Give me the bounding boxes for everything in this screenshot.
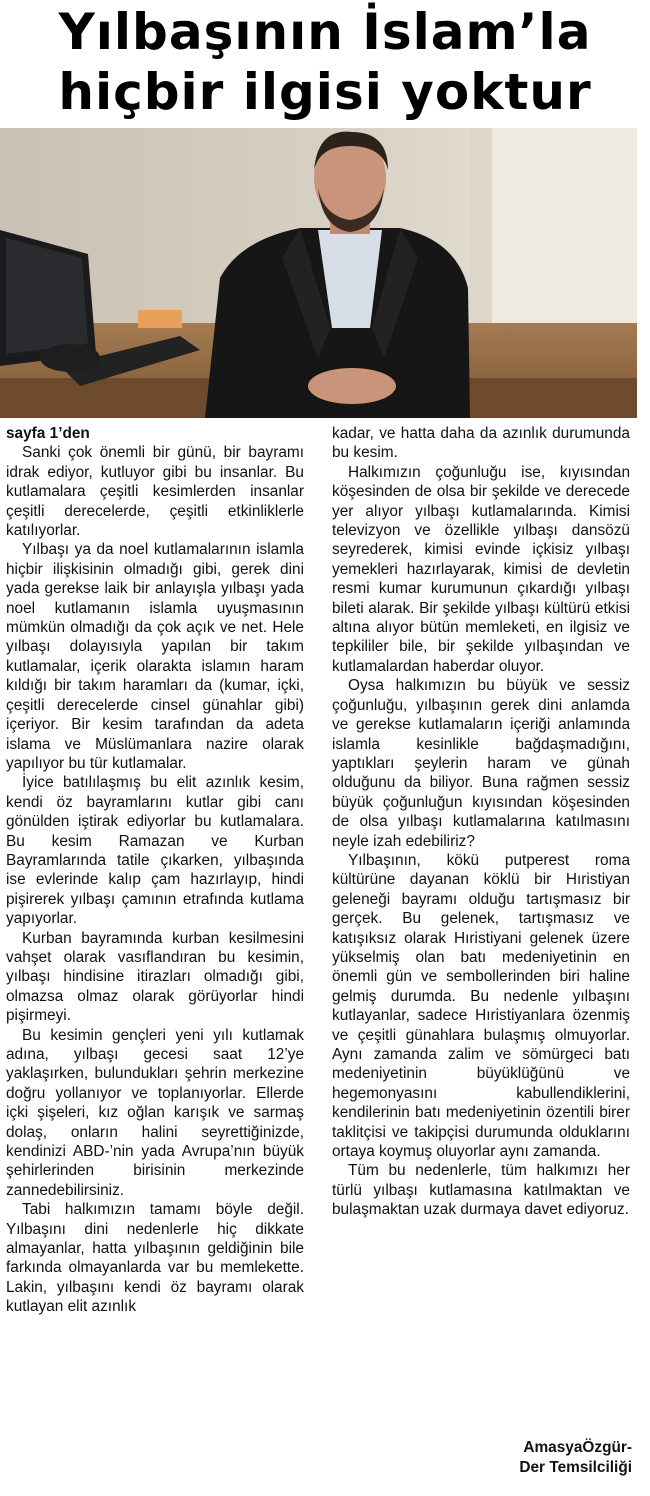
headline-line-2: hiçbir ilgisi yoktur (58, 63, 592, 121)
article-column-left (6, 424, 304, 1317)
portrait-illustration (0, 128, 637, 418)
signature (372, 1438, 632, 1478)
paragraph: Kurban bayramında kurban kesilmesini vahşet olarak vasıflandıran bu kesimin, yılbaşı hindisine itirazları olmadığı gibi, olmazsa olmaz olarak görüyorlar hindi pişirmeyi. (6, 929, 304, 1025)
article-column-right (332, 424, 630, 1220)
paragraph: İyice batılılaşmış bu elit azınlık kesim, kendi öz bayramlarını kutlar gibi canı gönülden iştirak ediyorlar bu kutlamalara. Bu kesim Ramazan ve Kurban Bayramlarında tatile çıkarken, yılbaşında ise evlerinde kalıp çam hazırlayıp, hindi pişirerek yılbaşı çamının etrafında kutlama yapıyorlar. (6, 774, 304, 928)
article-photo (0, 128, 637, 418)
paragraph: kadar, ve hatta daha da azınlık durumunda bu kesim. (332, 425, 630, 462)
paragraph: Tüm bu nedenlerle, tüm halkımızı her türlü yılbaşı kutlamasına katılmaktan ve bulaşmaktan uzak durmaya davet ediyoruz. (332, 1162, 630, 1219)
paragraph: Halkımızın çoğunluğu ise, kıyısından köşesinden de olsa bir şekilde ve derecede yer alıyor yılbaşı kutlamalarında. Kimisi televizyon ve özellikle yılbaşı dansözü seyrederek, kimisi evinde içkisiz yılbaşı yemekleri hazırlayarak, kimisi de devletin resmi kumar kurumunun çıkardığı yılbaşı bileti alarak. Bir şekilde yılbaşı kültürü etkisi altına alıyor bütün memleketi, en ilgisiz ve tepkililer bile, bir şekilde yılbaşından ve kutlamalardan haberdar oluyor. (332, 463, 630, 675)
paragraph: Sanki çok önemli bir günü, bir bayramı idrak ediyor, kutluyor gibi bu insanlar. Bu kutlamalara çeşitli kesimlerden insanlar çeşitli derecelerde, çeşitli etkinliklerle katılıyorlar. (6, 444, 304, 540)
paragraph: Oysa halkımızın bu büyük ve sessiz çoğunluğu, yılbaşının gerek dini anlamda ve gerekse kutlamaların içeriği anlamında islamla kesinlikle bağdaşmadığını, yaptıkları şeylerin haram ve günah olduğunu da biliyor. Buna rağmen sessiz büyük çoğunluğun kıyısından köşesinden de olsa yılbaşı kutlamalarına katılmasını neyle izah edebiliriz? (332, 677, 630, 850)
headline-line-1: Yılbaşının İslam’la (58, 3, 592, 61)
paragraph: Tabi halkımızın tamamı böyle değil. Yılbaşını dini nedenlerle hiç dikkate almayanlar, hatta yılbaşının geldiğinin bile farkında olmayanlarda var bu memlekette. Lakin, yılbaşını kendi öz bayramı olarak kutlayan elit azınlık (6, 1201, 304, 1316)
signature-line-1: AmasyaÖzgür- (523, 1439, 632, 1456)
signature-line-2: Der Temsilciliği (519, 1459, 632, 1476)
paragraph: Bu kesimin gençleri yeni yılı kutlamak adına, yılbaşı gecesi saat 12’ye yaklaşırken, bulundukları şehrin merkezine doğru yollanıyor ve toplanıyorlar. Ellerde içki şişeleri, kız oğlan karışık ve sarmaş dolaş, onların halini seyrettiğinizde, kendinizi ABD-’nin yada Avrupa’nın büyük şehirlerinden birisinin merkezinde zannedebilirsiniz. (6, 1026, 304, 1199)
continuation-ref: sayfa 1’den (6, 425, 90, 442)
paragraph: Yılbaşı ya da noel kutlamalarının islamla hiçbir ilişkisinin olmadığı gibi, gerek dini yada gerekse laik bir anlayışla yılbaşı yada noel kutlamanın islamla uyuşmasının mümkün olmadığı da çok açık ve net. Hele yılbaşı dolayısıyla yapılan bir takım kutlamalar, içerik olarakta islamın haram kıldığı bir takım haramları da (kumar, içki, çeşitli derecelerde cinsel günahlar gibi) içeriyor. Bir kesim tarafından da adeta islama ve Müslümanlara nazire olarak yapılıyor bu tür kutlamalar. (6, 541, 304, 772)
paragraph: Yılbaşının, kökü putperest roma kültürüne dayanan köklü bir Hıristiyan geleneği bayramı olduğu tartışmasız bir gerçek. Bu gelenek, tartışmasız ve katışıksız olarak Hıristiyani gelenek üzere yükselmiş olan batı medeniyetinin en önemli gün ve sembollerinden biri haline gelmiş durumda. Bu nedenle yılbaşını kutlayanlar, sadece Hıristiyanlara özenmiş ve çeşitli günahlara bulaşmış olmuyorlar. Aynı zamanda zalim ve sömürgeci batı medeniyetinin büyüklüğünü ve hegemonyasını kabullendiklerini, kendilerinin batı medeniyetinin özentili birer taklitçisi ve takipçisi durumunda olduklarını ortaya koymuş oluyorlar aynı zamanda. (332, 851, 630, 1161)
